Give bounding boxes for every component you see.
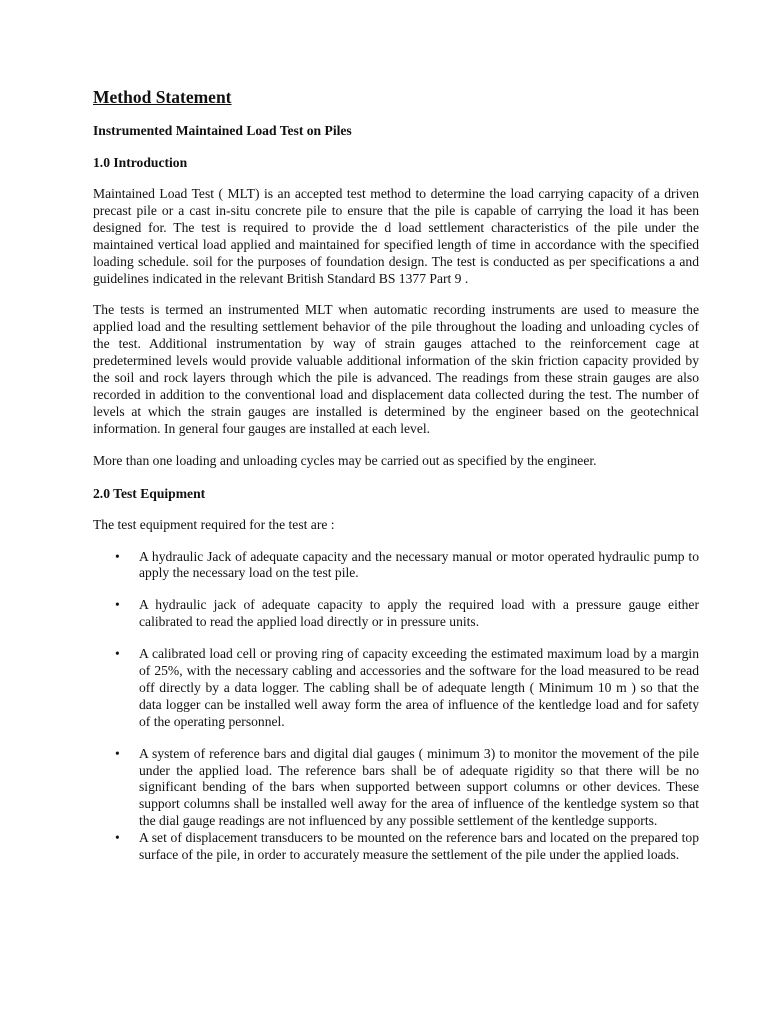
- equipment-list: [93, 549, 699, 865]
- list-item-text: A system of reference bars and digital dial gauges ( minimum 3) to monitor the movement of the pile under the applied load. The reference bars shall be of adequate rigidity so that there will be no significant bending of the bars when supported between support columns or other devices. These support columns shall be installed well away for the area of influence of the kentledge system so that the dial gauge readings are not influenced by any possible settlement of the kentledge supports.: [139, 745, 699, 829]
- list-item: [93, 549, 699, 583]
- document-page: [93, 86, 699, 864]
- document-title: Method Statement: [93, 87, 232, 107]
- list-item: [93, 830, 699, 864]
- list-item-text: A calibrated load cell or proving ring of capacity exceeding the estimated maximum load by a margin of 25%, with the necessary cabling and accessories and the software for the load measured to be read off directly by a data logger. The cabling shall be of adequate length ( Minimum 10 m ) so that the data logger can be installed well away form the area of influence of the kentledge load and for safety of the operating personnel.: [139, 646, 699, 729]
- bullet-icon: •: [115, 597, 120, 613]
- bullet-icon: •: [115, 830, 120, 846]
- list-item-text: A set of displacement transducers to be mounted on the reference bars and located on the prepared top surface of the pile, in order to accurately measure the settlement of the pile under the applied loads.: [139, 830, 699, 863]
- section-heading-introduction: 1.0 Introduction: [93, 155, 188, 170]
- list-item: [93, 646, 699, 731]
- list-item-text: A hydraulic Jack of adequate capacity and the necessary manual or motor operated hydraulic pump to apply the necessary load on the test pile.: [139, 548, 699, 581]
- equipment-lead-text: The test equipment required for the test are :: [93, 516, 335, 532]
- intro-paragraph: More than one loading and unloading cycles may be carried out as specified by the engineer.: [93, 452, 597, 468]
- document-subtitle: Instrumented Maintained Load Test on Piles: [93, 123, 352, 138]
- list-item-text: A hydraulic jack of adequate capacity to apply the required load with a pressure gauge either calibrated to read the applied load directly or in pressure units.: [139, 597, 699, 630]
- list-item: [93, 597, 699, 631]
- bullet-icon: •: [115, 745, 120, 761]
- section-heading-test-equipment: 2.0 Test Equipment: [93, 485, 206, 501]
- bullet-icon: •: [115, 548, 120, 564]
- intro-paragraph: Maintained Load Test ( MLT) is an accepted test method to determine the load carrying capacity of a driven precast pile or a cast in-situ concrete pile to ensure that the pile is capable of carrying the load it has been designed for. The test is required to provide the d load settlement characteristics of the pile under the maintained vertical load applied and maintained for specified length of time in accordance with the specified loading schedule. soil for the purposes of foundation design. The test is conducted as per specifications a and guidelines indicated in the relevant British Standard BS 1377 Part 9 .: [93, 186, 699, 286]
- intro-paragraph: The tests is termed an instrumented MLT when automatic recording instruments are used to measure the applied load and the resulting settlement behavior of the pile throughout the loading and unloading cycles of the test. Additional instrumentation by way of strain gauges attached to the reinforcement cage at predetermined levels would provide valuable additional information of the skin friction capacity provided by the soil and rock layers through which the pile is advanced. The readings from these strain gauges are also recorded in addition to the conventional load and displacement data collected during the test. The number of levels at which the strain gauges are installed is determined by the engineer based on the geotechnical information. In general four gauges are installed at each level.: [93, 302, 699, 436]
- bullet-icon: •: [115, 646, 120, 662]
- list-item: [93, 746, 699, 831]
